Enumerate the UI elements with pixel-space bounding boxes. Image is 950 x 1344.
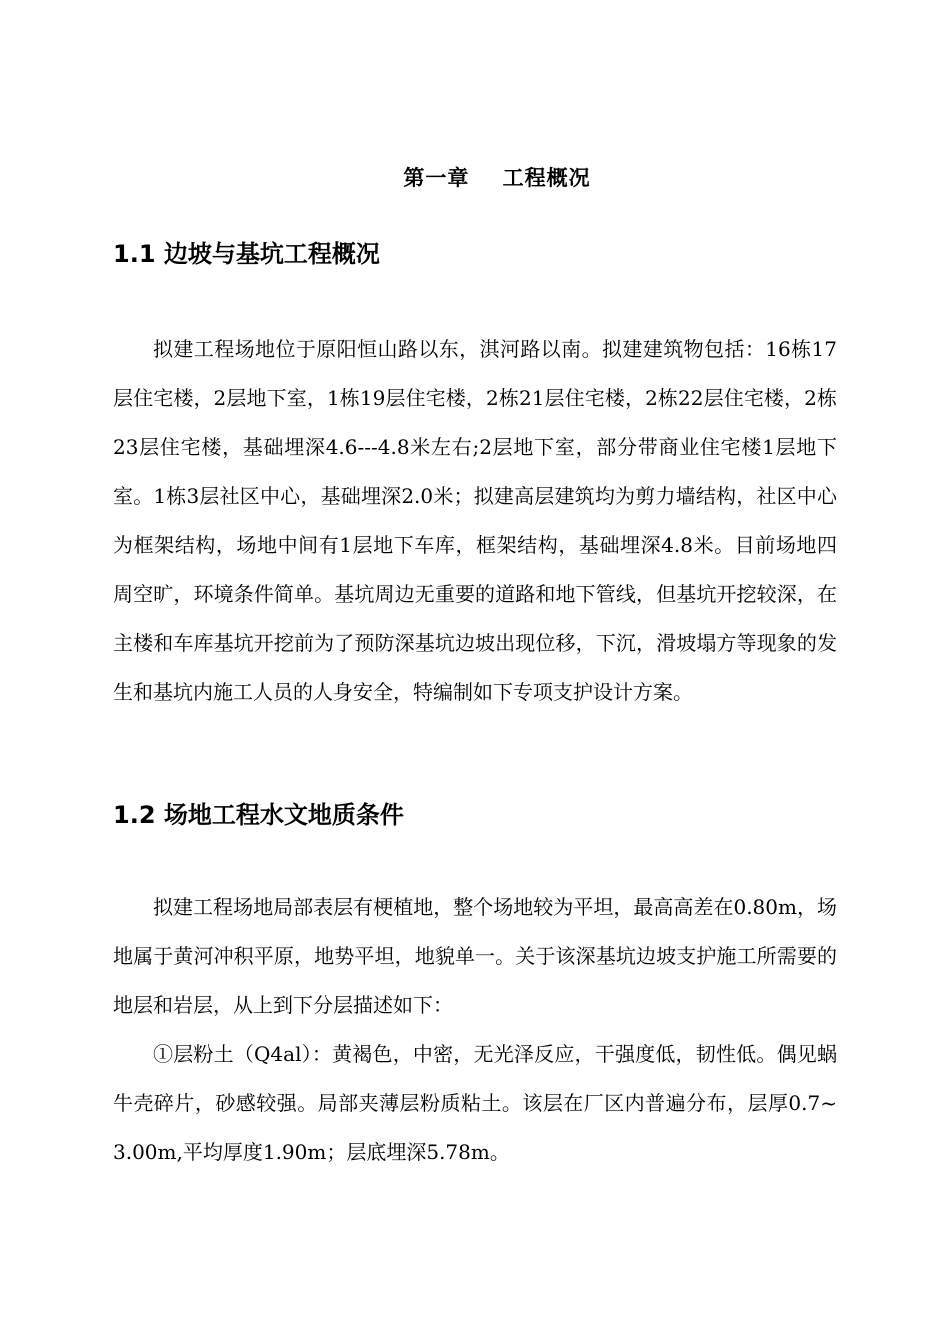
- section-heading-1-2: 1.2 场地工程水文地质条件: [113, 801, 404, 829]
- section-1-2-paragraph-intro: 拟建工程场地局部表层有梗植地，整个场地较为平坦，最高高差在0.80m，场地属于黄河冲积平原，地势平坦，地貌单一。关于该深基坑边坡支护施工所需要的地层和岩层，从上到下分层描述如下：: [113, 895, 837, 1017]
- chapter-title: 第一章 工程概况: [403, 166, 591, 190]
- section-1-1-paragraph: 拟建工程场地位于原阳恒山路以东，淇河路以南。拟建建筑物包括：16栋17层住宅楼，2层地下室，1栋19层住宅楼，2栋21层住宅楼，2栋22层住宅楼，2栋23层住宅楼，基础埋深4.6---4.8米左右;2层地下室，部分带商业住宅楼1层地下室。1栋3层社区中心，基础埋深2.0米；拟建高层建筑均为剪力墙结构，社区中心为框架结构，场地中间有1层地下车库，框架结构，基础埋深4.8米。目前场地四周空旷，环境条件简单。基坑周边无重要的道路和地下管线，但基坑开挖较深，在主楼和车库基坑开挖前为了预防深基坑边坡出现位移，下沉，滑坡塌方等现象的发生和基坑内施工人员的人身安全，特编制如下专项支护设计方案。: [113, 337, 837, 704]
- section-heading-1-1: 1.1 边坡与基坑工程概况: [113, 240, 380, 268]
- section-1-2-paragraph-layer-1: ①层粉土（Q4al）：黄褐色，中密，无光泽反应，干强度低，韧性低。偶见蜗牛壳碎片，砂感较强。局部夹薄层粉质粘土。该层在厂区内普遍分布，层厚0.7~3.00m,平均厚度1.90m；层底埋深5.78m。: [113, 1042, 837, 1164]
